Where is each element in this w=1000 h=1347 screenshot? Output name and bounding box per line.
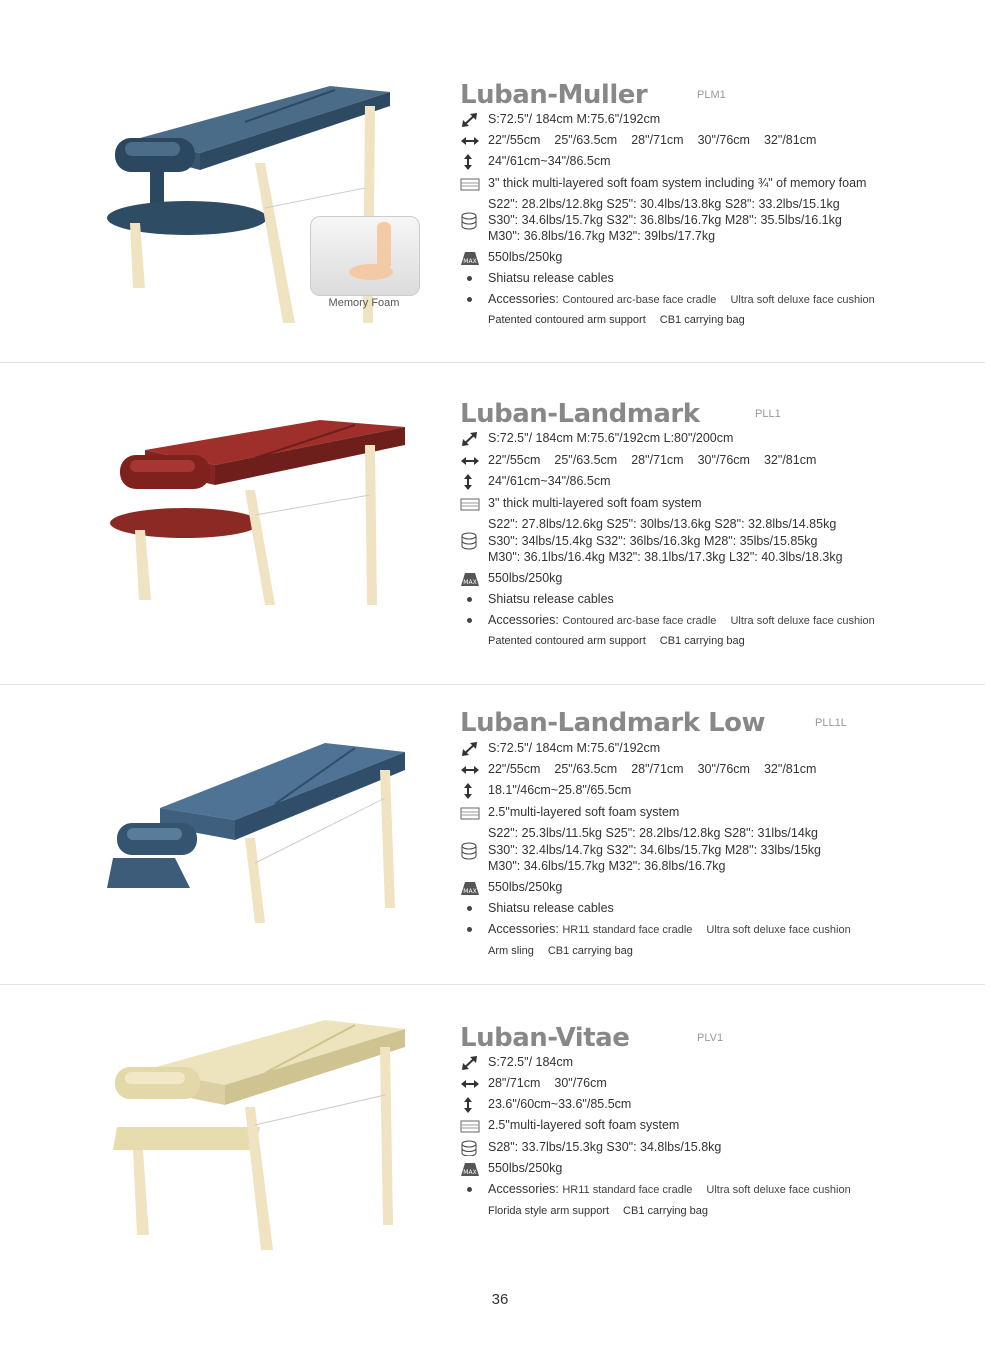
feature-text: Shiatsu release cables [488,901,614,915]
accessory-item: CB1 carrying bag [547,945,633,957]
svg-text:MAX: MAX [463,888,477,895]
massage-table-image [105,415,410,610]
width-value: 30"/76cm [697,133,750,147]
max-weight-icon [460,1161,480,1177]
capacity-text: 550lbs/250kg [488,880,563,894]
bullet-icon [467,597,472,602]
width-value: 25"/63.5cm [554,133,618,147]
product-code: PLL1 [755,408,781,420]
weight-line: S30": 32.4lbs/14.7kg S32": 34.6lbs/15.7kg M28": 33lbs/15kg [488,843,821,857]
product-code: PLV1 [697,1032,724,1044]
weight-icon [460,842,480,860]
weight-icon [460,1140,480,1156]
accessories-label: Accessories: [488,613,559,627]
accessory-item: CB1 carrying bag [659,314,745,326]
diagonal-arrow-icon [460,112,480,128]
weight-line: S30": 34lbs/15.4kg S32": 36lbs/16.3kg M28": 35lbs/15.85kg [488,534,818,548]
weight-icon [460,532,480,550]
foam-layers-icon [460,496,480,512]
accessory-item: Contoured arc-base face cradle [562,294,717,306]
width-value: 22"/55cm [488,762,541,776]
bullet-icon [467,1187,472,1192]
accessory-item: HR11 standard face cradle [562,924,693,936]
foam-layers-icon [460,805,480,821]
width-value: 30"/76cm [697,453,750,467]
bullet-icon [467,906,472,911]
weight-line: S22": 25.3lbs/11.5kg S25": 28.2lbs/12.8kg S28": 31lbs/14kg [488,826,818,840]
accessory-item: Florida style arm support [488,1205,610,1217]
horizontal-arrow-icon [460,1076,480,1092]
height-text: 24"/61cm~34"/86.5cm [488,154,611,168]
product-code: PLM1 [697,89,726,101]
width-value: 32"/81cm [763,453,817,467]
section-divider [0,362,985,363]
foam-text: 3" thick multi-layered soft foam system including ¾" of memory foam [488,176,867,190]
foam-text: 2.5"multi-layered soft foam system [488,1118,680,1132]
height-text: 23.6"/60cm~33.6"/85.5cm [488,1097,632,1111]
accessory-item: Ultra soft deluxe face cushion [730,294,875,306]
width-value: 30"/76cm [697,762,750,776]
vertical-arrow-icon [460,154,480,170]
svg-text:MAX: MAX [463,1169,477,1176]
length-text: S:72.5"/ 184cm M:75.6"/192cm [488,112,661,126]
bullet-icon [467,618,472,623]
horizontal-arrow-icon [460,133,480,149]
bullet-icon [467,276,472,281]
svg-text:MAX: MAX [463,579,477,586]
width-value: 30"/76cm [554,1076,607,1090]
accessory-item: CB1 carrying bag [659,635,745,647]
length-text: S:72.5"/ 184cm M:75.6"/192cm L:80"/200cm [488,431,734,445]
product-code: PLL1L [815,717,847,729]
weight-line: M30": 36.1lbs/16.4kg M32": 38.1lbs/17.3kg L32": 40.3lbs/18.3kg [488,550,843,564]
width-value: 22"/55cm [488,453,541,467]
length-text: S:72.5"/ 184cm M:75.6"/192cm [488,741,661,755]
capacity-text: 550lbs/250kg [488,250,563,264]
massage-table-image [105,1015,410,1255]
product-title: Luban-Vitae [460,1023,630,1053]
accessory-item: Ultra soft deluxe face cushion [730,615,875,627]
weight-line: S30": 34.6lbs/15.7kg S32": 36.8lbs/16.7kg M28": 35.5lbs/16.1kg [488,213,842,227]
vertical-arrow-icon [460,783,480,799]
horizontal-arrow-icon [460,762,480,778]
width-value: 28"/71cm [488,1076,541,1090]
accessory-item: Arm sling [488,945,534,957]
width-value: 28"/71cm [631,133,684,147]
capacity-text: 550lbs/250kg [488,1161,563,1175]
page-number: 36 [491,1291,509,1308]
capacity-text: 550lbs/250kg [488,571,563,585]
accessories-label: Accessories: [488,292,559,306]
height-text: 18.1"/46cm~25.8"/65.5cm [488,783,632,797]
accessory-item: CB1 carrying bag [623,1205,709,1217]
accessory-item: Ultra soft deluxe face cushion [706,924,851,936]
width-value: 32"/81cm [763,762,817,776]
weight-line: S22": 28.2lbs/12.8kg S25": 30.4lbs/13.8kg S28": 33.2lbs/15.1kg [488,197,840,211]
vertical-arrow-icon [460,474,480,490]
width-value: 25"/63.5cm [554,762,618,776]
diagonal-arrow-icon [460,741,480,757]
max-weight-icon [460,250,480,266]
max-weight-icon [460,880,480,896]
svg-text:MAX: MAX [463,258,477,265]
height-text: 24"/61cm~34"/86.5cm [488,474,611,488]
diagonal-arrow-icon [460,431,480,447]
width-value: 28"/71cm [631,762,684,776]
width-value: 32"/81cm [763,133,817,147]
foam-text: 2.5"multi-layered soft foam system [488,805,680,819]
foam-text: 3" thick multi-layered soft foam system [488,496,702,510]
bullet-icon [467,927,472,932]
max-weight-icon [460,571,480,587]
memory-foam-label: Memory Foam [328,297,400,309]
feature-text: Shiatsu release cables [488,592,614,606]
massage-table-image [105,738,410,928]
feature-text: Shiatsu release cables [488,271,614,285]
product-title: Luban-Landmark [460,399,700,429]
width-value: 22"/55cm [488,133,541,147]
diagonal-arrow-icon [460,1055,480,1071]
weight-line: S28": 33.7lbs/15.3kg S30": 34.8lbs/15.8kg [488,1140,722,1154]
weight-line: S22": 27.8lbs/12.6kg S25": 30lbs/13.6kg S28": 32.8lbs/14.85kg [488,517,837,531]
accessories-label: Accessories: [488,922,559,936]
bullet-icon [467,297,472,302]
width-value: 28"/71cm [631,453,684,467]
horizontal-arrow-icon [460,453,480,469]
accessory-item: Contoured arc-base face cradle [562,615,717,627]
width-value: 25"/63.5cm [554,453,618,467]
product-title: Luban-Landmark Low [460,708,766,738]
weight-line: M30": 36.8lbs/16.7kg M32": 39lbs/17.7kg [488,229,716,243]
foam-layers-icon [460,176,480,192]
weight-icon [460,212,480,230]
section-divider [0,984,985,985]
section-divider [0,684,985,685]
weight-line: M30": 34.6lbs/15.7kg M32": 36.8lbs/16.7kg [488,859,726,873]
hand-icon [311,217,419,295]
length-text: S:72.5"/ 184cm [488,1055,574,1069]
accessory-item: Patented contoured arm support [488,314,646,326]
accessories-label: Accessories: [488,1182,559,1196]
memory-foam-inset [310,216,420,296]
accessory-item: HR11 standard face cradle [562,1184,693,1196]
accessory-item: Patented contoured arm support [488,635,646,647]
foam-layers-icon [460,1118,480,1134]
product-title: Luban-Muller [460,80,648,110]
accessory-item: Ultra soft deluxe face cushion [706,1184,851,1196]
vertical-arrow-icon [460,1097,480,1113]
